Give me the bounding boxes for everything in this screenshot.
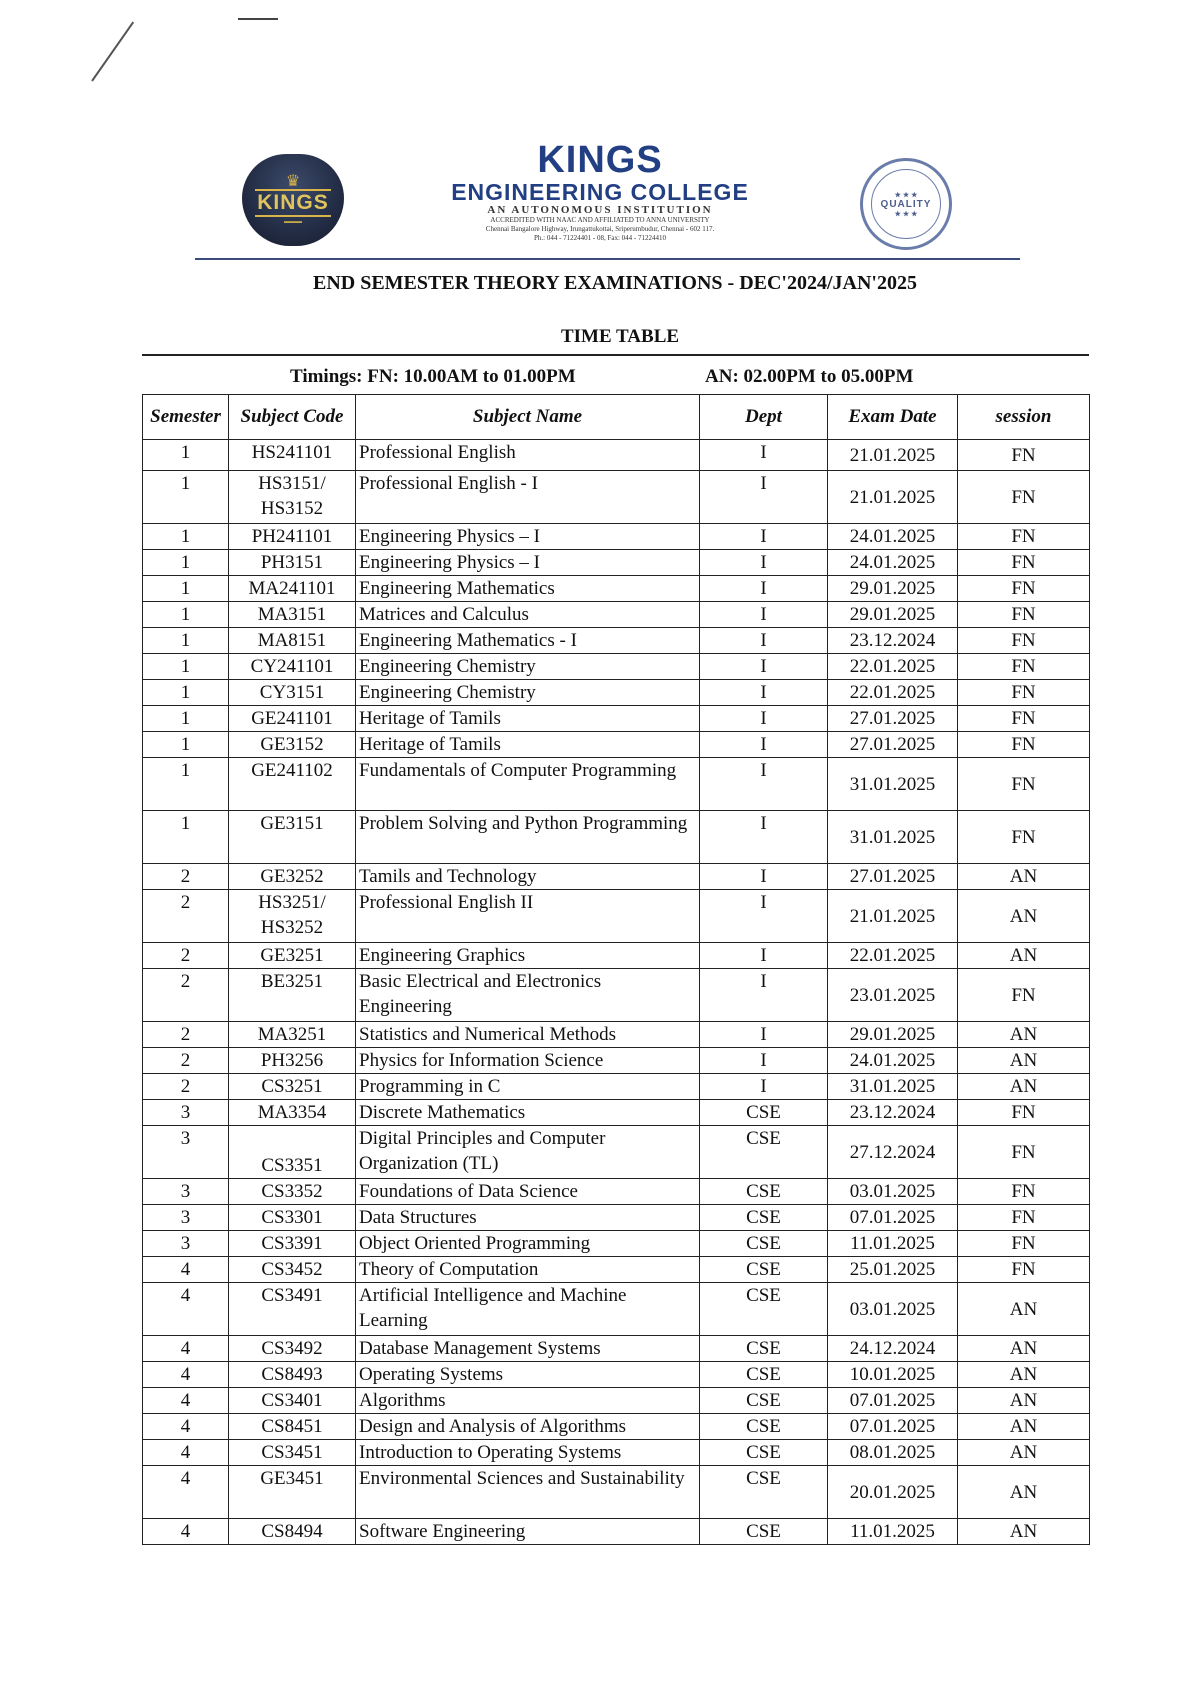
subject-code-cell: CS3251 xyxy=(229,1074,356,1100)
exam-date-cell: 07.01.2025 xyxy=(828,1205,958,1231)
session-cell: FN xyxy=(958,1126,1090,1179)
timings-an: AN: 02.00PM to 05.00PM xyxy=(705,366,914,387)
semester-cell: 4 xyxy=(143,1362,229,1388)
session-cell: FN xyxy=(958,732,1090,758)
semester-cell: 1 xyxy=(143,654,229,680)
semester-cell: 1 xyxy=(143,680,229,706)
session-cell: AN xyxy=(958,1336,1090,1362)
session-cell: FN xyxy=(958,471,1090,524)
timetable-title: TIME TABLE xyxy=(560,326,680,347)
exam-date-cell: 29.01.2025 xyxy=(828,576,958,602)
session-cell: FN xyxy=(958,550,1090,576)
subject-name-cell: Operating Systems xyxy=(356,1362,700,1388)
table-row xyxy=(143,1388,1090,1414)
exam-date-cell: 10.01.2025 xyxy=(828,1362,958,1388)
subject-code-cell: PH3151 xyxy=(229,550,356,576)
semester-cell: 4 xyxy=(143,1440,229,1466)
table-row xyxy=(143,1074,1090,1100)
exam-date-cell: 31.01.2025 xyxy=(828,758,958,811)
subject-code-cell: MA241101 xyxy=(229,576,356,602)
session-cell: FN xyxy=(958,969,1090,1022)
table-row xyxy=(143,1466,1090,1519)
seal-stars: ★ ★ ★ xyxy=(894,191,918,199)
semester-cell: 1 xyxy=(143,732,229,758)
subject-code-cell: GE241101 xyxy=(229,706,356,732)
quality-seal-icon xyxy=(860,158,952,250)
table-row xyxy=(143,576,1090,602)
subject-code-cell: CS3452 xyxy=(229,1257,356,1283)
dept-cell: I xyxy=(700,706,828,732)
semester-cell: 2 xyxy=(143,969,229,1022)
subject-name-cell: Database Management Systems xyxy=(356,1336,700,1362)
subject-name-cell: Engineering Mathematics - I xyxy=(356,628,700,654)
subject-name-cell: Professional English xyxy=(356,440,700,471)
dept-cell: I xyxy=(700,654,828,680)
subject-name-cell: Heritage of Tamils xyxy=(356,706,700,732)
subject-name-cell: Problem Solving and Python Programming xyxy=(356,811,700,864)
table-row xyxy=(143,628,1090,654)
dept-cell: I xyxy=(700,890,828,943)
semester-cell: 3 xyxy=(143,1100,229,1126)
dept-cell: I xyxy=(700,864,828,890)
subject-name-cell: Basic Electrical and Electronics Engineering xyxy=(356,969,700,1022)
subject-name-cell: Professional English II xyxy=(356,890,700,943)
semester-cell: 3 xyxy=(143,1205,229,1231)
dept-cell: CSE xyxy=(700,1388,828,1414)
dept-cell: I xyxy=(700,550,828,576)
dept-cell: CSE xyxy=(700,1100,828,1126)
subject-name-cell: Programming in C xyxy=(356,1074,700,1100)
timings-fn: Timings: FN: 10.00AM to 01.00PM xyxy=(290,366,576,387)
dept-cell: I xyxy=(700,732,828,758)
subject-code-cell: HS3151/ HS3152 xyxy=(229,471,356,524)
semester-cell: 1 xyxy=(143,440,229,471)
table-row xyxy=(143,1257,1090,1283)
exam-date-cell: 23.12.2024 xyxy=(828,1100,958,1126)
header-session: session xyxy=(958,395,1090,440)
exam-date-cell: 24.12.2024 xyxy=(828,1336,958,1362)
session-cell: FN xyxy=(958,440,1090,471)
session-cell: AN xyxy=(958,943,1090,969)
exam-date-cell: 21.01.2025 xyxy=(828,440,958,471)
table-row xyxy=(143,811,1090,864)
exam-date-cell: 27.01.2025 xyxy=(828,706,958,732)
semester-cell: 2 xyxy=(143,1048,229,1074)
subject-code-cell: GE3252 xyxy=(229,864,356,890)
exam-date-cell: 27.01.2025 xyxy=(828,864,958,890)
table-row xyxy=(143,1440,1090,1466)
session-cell: AN xyxy=(958,1440,1090,1466)
semester-cell: 1 xyxy=(143,706,229,732)
session-cell: AN xyxy=(958,1519,1090,1545)
table-row xyxy=(143,943,1090,969)
table-row xyxy=(143,1283,1090,1336)
exam-date-cell: 22.01.2025 xyxy=(828,654,958,680)
header-exam-date: Exam Date xyxy=(828,395,958,440)
subject-name-cell: Engineering Chemistry xyxy=(356,680,700,706)
subject-name-cell: Software Engineering xyxy=(356,1519,700,1545)
semester-cell: 4 xyxy=(143,1257,229,1283)
table-row xyxy=(143,1205,1090,1231)
dept-cell: CSE xyxy=(700,1257,828,1283)
college-phone: Ph.: 044 - 71224401 - 08, Fax: 044 - 71224410 xyxy=(533,234,667,242)
header-divider xyxy=(195,258,1020,260)
semester-cell: 1 xyxy=(143,471,229,524)
semester-cell: 2 xyxy=(143,1022,229,1048)
exam-date-cell: 27.01.2025 xyxy=(828,732,958,758)
table-row xyxy=(143,706,1090,732)
subject-name-cell: Matrices and Calculus xyxy=(356,602,700,628)
subject-code-cell: CS3301 xyxy=(229,1205,356,1231)
subject-name-cell: Environmental Sciences and Sustainability xyxy=(356,1466,700,1519)
session-cell: AN xyxy=(958,1362,1090,1388)
semester-cell: 2 xyxy=(143,1074,229,1100)
session-cell: FN xyxy=(958,654,1090,680)
dept-cell: CSE xyxy=(700,1336,828,1362)
subject-name-cell: Introduction to Operating Systems xyxy=(356,1440,700,1466)
subject-code-cell: CS3492 xyxy=(229,1336,356,1362)
subject-code-cell: PH241101 xyxy=(229,524,356,550)
semester-cell: 1 xyxy=(143,524,229,550)
semester-cell: 4 xyxy=(143,1414,229,1440)
dept-cell: I xyxy=(700,680,828,706)
exam-date-cell: 21.01.2025 xyxy=(828,890,958,943)
table-row xyxy=(143,440,1090,471)
subject-name-cell: Statistics and Numerical Methods xyxy=(356,1022,700,1048)
timetable-body xyxy=(143,440,1090,1545)
subject-name-cell: Engineering Mathematics xyxy=(356,576,700,602)
subject-name-cell: Foundations of Data Science xyxy=(356,1179,700,1205)
session-cell: AN xyxy=(958,1022,1090,1048)
dept-cell: CSE xyxy=(700,1466,828,1519)
header-subject-name: Subject Name xyxy=(356,395,700,440)
semester-cell: 3 xyxy=(143,1231,229,1257)
college-accreditation: ACCREDITED WITH NAAC AND AFFILIATED TO ANNA UNIVERSITY xyxy=(490,216,710,224)
session-cell: AN xyxy=(958,1466,1090,1519)
pen-mark xyxy=(91,21,134,81)
dept-cell: I xyxy=(700,1074,828,1100)
dept-cell: I xyxy=(700,1048,828,1074)
subject-name-cell: Tamils and Technology xyxy=(356,864,700,890)
dept-cell: I xyxy=(700,943,828,969)
exam-date-cell: 21.01.2025 xyxy=(828,471,958,524)
subject-name-cell: Engineering Physics – I xyxy=(356,550,700,576)
table-row xyxy=(143,550,1090,576)
session-cell: FN xyxy=(958,680,1090,706)
subject-code-cell: CY241101 xyxy=(229,654,356,680)
session-cell: FN xyxy=(958,576,1090,602)
subject-name-cell: Engineering Physics – I xyxy=(356,524,700,550)
dept-cell: I xyxy=(700,811,828,864)
exam-date-cell: 11.01.2025 xyxy=(828,1519,958,1545)
dept-cell: I xyxy=(700,758,828,811)
dept-cell: CSE xyxy=(700,1126,828,1179)
exam-date-cell: 29.01.2025 xyxy=(828,602,958,628)
dept-cell: I xyxy=(700,576,828,602)
table-row xyxy=(143,1022,1090,1048)
exam-date-cell: 31.01.2025 xyxy=(828,1074,958,1100)
subject-code-cell: GE3152 xyxy=(229,732,356,758)
exam-date-cell: 22.01.2025 xyxy=(828,680,958,706)
semester-cell: 4 xyxy=(143,1388,229,1414)
dept-cell: CSE xyxy=(700,1414,828,1440)
semester-cell: 4 xyxy=(143,1283,229,1336)
header-dept: Dept xyxy=(700,395,828,440)
session-cell: FN xyxy=(958,1205,1090,1231)
table-row xyxy=(143,1414,1090,1440)
subject-code-cell: GE3251 xyxy=(229,943,356,969)
exam-date-cell: 25.01.2025 xyxy=(828,1257,958,1283)
dept-cell: I xyxy=(700,628,828,654)
dept-cell: I xyxy=(700,440,828,471)
seal-stars-bottom: ★ ★ ★ xyxy=(894,210,918,218)
semester-cell: 1 xyxy=(143,628,229,654)
subject-name-cell: Digital Principles and Computer Organization (TL) xyxy=(356,1126,700,1179)
kings-logo xyxy=(242,154,344,246)
session-cell: FN xyxy=(958,1100,1090,1126)
timetable xyxy=(142,394,1090,1545)
title-divider xyxy=(142,354,1089,356)
dept-cell: CSE xyxy=(700,1205,828,1231)
table-row xyxy=(143,654,1090,680)
subject-name-cell: Engineering Chemistry xyxy=(356,654,700,680)
dept-cell: CSE xyxy=(700,1231,828,1257)
exam-date-cell: 03.01.2025 xyxy=(828,1283,958,1336)
session-cell: FN xyxy=(958,602,1090,628)
semester-cell: 3 xyxy=(143,1126,229,1179)
college-status: AN AUTONOMOUS INSTITUTION xyxy=(487,204,713,216)
table-row xyxy=(143,1519,1090,1545)
semester-cell: 3 xyxy=(143,1179,229,1205)
college-name-line1: KINGS xyxy=(537,139,663,181)
subject-code-cell: CS8493 xyxy=(229,1362,356,1388)
session-cell: FN xyxy=(958,1231,1090,1257)
table-row xyxy=(143,524,1090,550)
session-cell: AN xyxy=(958,1388,1090,1414)
subject-name-cell: Theory of Computation xyxy=(356,1257,700,1283)
subject-code-cell: MA3151 xyxy=(229,602,356,628)
seal-text: QUALITY xyxy=(880,198,932,210)
table-row xyxy=(143,1362,1090,1388)
subject-name-cell: Design and Analysis of Algorithms xyxy=(356,1414,700,1440)
dept-cell: I xyxy=(700,471,828,524)
semester-cell: 1 xyxy=(143,550,229,576)
subject-code-cell: MA8151 xyxy=(229,628,356,654)
session-cell: AN xyxy=(958,890,1090,943)
subject-name-cell: Object Oriented Programming xyxy=(356,1231,700,1257)
exam-date-cell: 22.01.2025 xyxy=(828,943,958,969)
exam-date-cell: 07.01.2025 xyxy=(828,1414,958,1440)
table-header-row xyxy=(143,395,1090,440)
subject-name-cell: Artificial Intelligence and Machine Learning xyxy=(356,1283,700,1336)
subject-code-cell: PH3256 xyxy=(229,1048,356,1074)
subject-name-cell: Algorithms xyxy=(356,1388,700,1414)
session-cell: FN xyxy=(958,811,1090,864)
logo-text: KINGS xyxy=(255,189,331,217)
college-header xyxy=(190,140,1020,260)
subject-code-cell: HS241101 xyxy=(229,440,356,471)
subject-code-cell: MA3251 xyxy=(229,1022,356,1048)
subject-code-cell: CS3391 xyxy=(229,1231,356,1257)
exam-date-cell: 20.01.2025 xyxy=(828,1466,958,1519)
session-cell: FN xyxy=(958,706,1090,732)
table-row xyxy=(143,1048,1090,1074)
exam-title: END SEMESTER THEORY EXAMINATIONS - DEC'2024/JAN'2025 xyxy=(312,272,917,294)
semester-cell: 2 xyxy=(143,890,229,943)
table-row xyxy=(143,680,1090,706)
subject-code-cell: CS3451 xyxy=(229,1440,356,1466)
college-name-line2: ENGINEERING COLLEGE xyxy=(451,179,749,205)
table-row xyxy=(143,1100,1090,1126)
semester-cell: 2 xyxy=(143,864,229,890)
semester-cell: 4 xyxy=(143,1466,229,1519)
table-row xyxy=(143,602,1090,628)
table-row xyxy=(143,864,1090,890)
table-row xyxy=(143,1336,1090,1362)
subject-code-cell: CY3151 xyxy=(229,680,356,706)
dept-cell: CSE xyxy=(700,1440,828,1466)
exam-date-cell: 31.01.2025 xyxy=(828,811,958,864)
crown-icon: ♛ xyxy=(285,173,301,190)
subject-code-cell: CS3491 xyxy=(229,1283,356,1336)
semester-cell: 1 xyxy=(143,758,229,811)
table-row xyxy=(143,1179,1090,1205)
subject-code-cell: CS8494 xyxy=(229,1519,356,1545)
dept-cell: CSE xyxy=(700,1362,828,1388)
subject-code-cell: CS3352 xyxy=(229,1179,356,1205)
logo-ribbon-icon: ▬▬▬ xyxy=(284,219,302,225)
session-cell: AN xyxy=(958,1048,1090,1074)
exam-date-cell: 03.01.2025 xyxy=(828,1179,958,1205)
semester-cell: 1 xyxy=(143,602,229,628)
exam-date-cell: 27.12.2024 xyxy=(828,1126,958,1179)
subject-code-cell: BE3251 xyxy=(229,969,356,1022)
header-subject-code: Subject Code xyxy=(229,395,356,440)
semester-cell: 1 xyxy=(143,811,229,864)
dept-cell: I xyxy=(700,969,828,1022)
subject-code-cell: GE3451 xyxy=(229,1466,356,1519)
subject-code-cell: MA3354 xyxy=(229,1100,356,1126)
dept-cell: I xyxy=(700,1022,828,1048)
semester-cell: 4 xyxy=(143,1336,229,1362)
semester-cell: 4 xyxy=(143,1519,229,1545)
subject-name-cell: Physics for Information Science xyxy=(356,1048,700,1074)
semester-cell: 1 xyxy=(143,576,229,602)
subject-code-cell: CS3401 xyxy=(229,1388,356,1414)
subject-name-cell: Heritage of Tamils xyxy=(356,732,700,758)
subject-code-cell: CS8451 xyxy=(229,1414,356,1440)
exam-date-cell: 24.01.2025 xyxy=(828,550,958,576)
table-row xyxy=(143,1231,1090,1257)
table-row xyxy=(143,471,1090,524)
semester-cell: 2 xyxy=(143,943,229,969)
subject-name-cell: Discrete Mathematics xyxy=(356,1100,700,1126)
scan-mark xyxy=(238,18,278,20)
session-cell: FN xyxy=(958,758,1090,811)
table-row xyxy=(143,1126,1090,1179)
exam-date-cell: 24.01.2025 xyxy=(828,524,958,550)
session-cell: AN xyxy=(958,1283,1090,1336)
dept-cell: I xyxy=(700,524,828,550)
header-semester: Semester xyxy=(143,395,229,440)
dept-cell: I xyxy=(700,602,828,628)
dept-cell: CSE xyxy=(700,1519,828,1545)
table-row xyxy=(143,969,1090,1022)
subject-name-cell: Engineering Graphics xyxy=(356,943,700,969)
session-cell: AN xyxy=(958,1074,1090,1100)
session-cell: FN xyxy=(958,1257,1090,1283)
table-row xyxy=(143,732,1090,758)
subject-name-cell: Data Structures xyxy=(356,1205,700,1231)
session-cell: FN xyxy=(958,628,1090,654)
exam-date-cell: 23.01.2025 xyxy=(828,969,958,1022)
subject-code-cell: GE3151 xyxy=(229,811,356,864)
table-row xyxy=(143,890,1090,943)
subject-code-cell: GE241102 xyxy=(229,758,356,811)
exam-date-cell: 24.01.2025 xyxy=(828,1048,958,1074)
exam-date-cell: 08.01.2025 xyxy=(828,1440,958,1466)
college-address: Chennai Bangalore Highway, Irungattukottai, Sriperumbudur, Chennai - 602 117. xyxy=(485,225,715,233)
subject-name-cell: Fundamentals of Computer Programming xyxy=(356,758,700,811)
exam-date-cell: 11.01.2025 xyxy=(828,1231,958,1257)
exam-date-cell: 29.01.2025 xyxy=(828,1022,958,1048)
session-cell: FN xyxy=(958,1179,1090,1205)
dept-cell: CSE xyxy=(700,1179,828,1205)
session-cell: FN xyxy=(958,524,1090,550)
subject-code-cell: HS3251/ HS3252 xyxy=(229,890,356,943)
session-cell: AN xyxy=(958,1414,1090,1440)
exam-date-cell: 07.01.2025 xyxy=(828,1388,958,1414)
session-cell: AN xyxy=(958,864,1090,890)
college-name-block xyxy=(350,140,850,243)
subject-name-cell: Professional English - I xyxy=(356,471,700,524)
table-row xyxy=(143,758,1090,811)
dept-cell: CSE xyxy=(700,1283,828,1336)
subject-code-cell: CS3351 xyxy=(229,1126,356,1179)
exam-date-cell: 23.12.2024 xyxy=(828,628,958,654)
